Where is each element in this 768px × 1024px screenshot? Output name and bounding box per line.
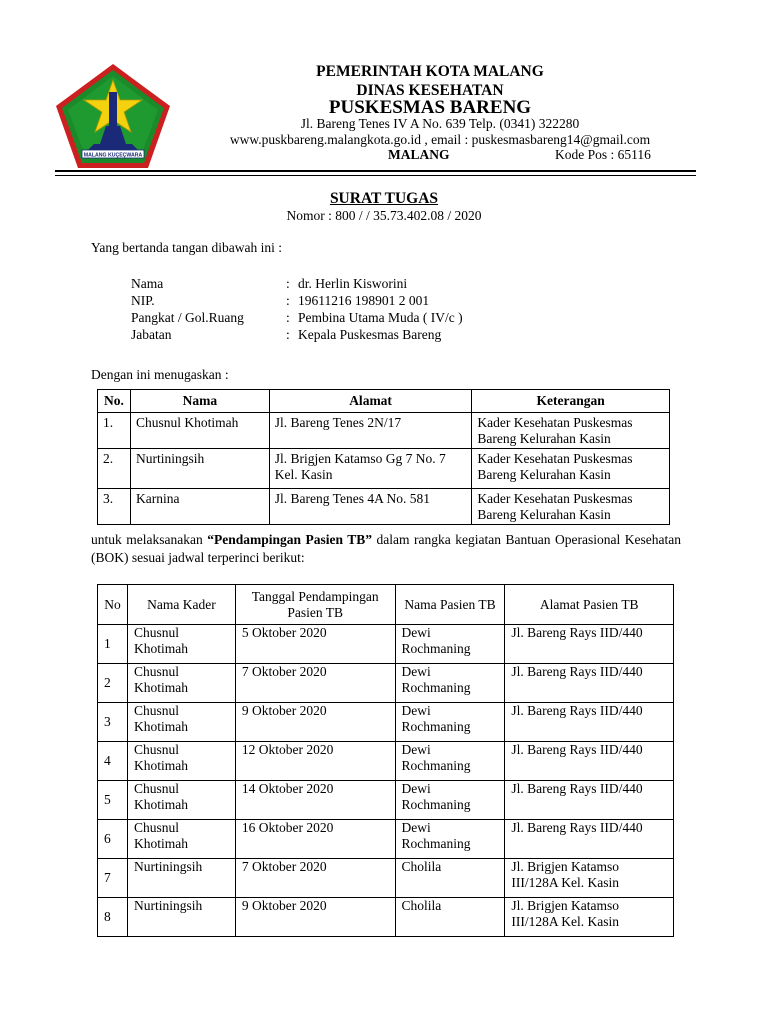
table-cell: Chusnul Khotimah: [127, 742, 235, 781]
assign-text: Dengan ini menugaskan :: [91, 367, 229, 382]
column-header: No.: [98, 390, 131, 413]
column-header: No: [98, 585, 128, 625]
table-row: [98, 820, 674, 859]
table-cell: Chusnul Khotimah: [127, 703, 235, 742]
table-cell: Jl. Bareng Tenes 2N/17: [269, 413, 472, 449]
table-cell: Dewi Rochmaning: [395, 625, 505, 664]
table-cell: 7 Oktober 2020: [235, 664, 395, 703]
table-row: [98, 625, 674, 664]
table-cell: Kader Kesehatan Puskesmas Bareng Kelurahan Kasin: [472, 489, 670, 525]
table-cell: 7: [98, 859, 128, 898]
signer-position-label: Jabatan: [131, 327, 172, 342]
table-cell: Jl. Bareng Rays IID/440: [505, 820, 674, 859]
header-puskesmas: PUSKESMAS BARENG: [328, 97, 532, 118]
header-web-email: www.puskbareng.malangkota.go.id , email : puskesmasbareng14@gmail.com: [229, 132, 651, 147]
table-cell: Chusnul Khotimah: [127, 781, 235, 820]
table-cell: 12 Oktober 2020: [235, 742, 395, 781]
table-cell: Chusnul Khotimah: [127, 820, 235, 859]
column-header: Nama Kader: [127, 585, 235, 625]
table-cell: 2: [98, 664, 128, 703]
header-divider-thick: [55, 170, 696, 172]
table-cell: Dewi Rochmaning: [395, 820, 505, 859]
table-cell: Cholila: [395, 859, 505, 898]
table-cell: Kader Kesehatan Puskesmas Bareng Kelurahan Kasin: [472, 449, 670, 489]
table-cell: Nurtiningsih: [127, 859, 235, 898]
table-cell: 1.: [98, 413, 131, 449]
table-row: [98, 703, 674, 742]
table-row: [98, 742, 674, 781]
table-cell: Dewi Rochmaning: [395, 703, 505, 742]
table-cell: Jl. Brigjen Katamso III/128A Kel. Kasin: [505, 859, 674, 898]
table-cell: Dewi Rochmaning: [395, 664, 505, 703]
table-cell: 9 Oktober 2020: [235, 703, 395, 742]
malang-city-emblem-logo: [54, 62, 172, 170]
purpose-activity-name: “Pendampingan Pasien TB”: [207, 532, 373, 547]
table-row: [98, 489, 670, 525]
table-cell: Karnina: [130, 489, 269, 525]
colon: :: [286, 293, 290, 308]
table-cell: Chusnul Khotimah: [127, 625, 235, 664]
table-cell: 5 Oktober 2020: [235, 625, 395, 664]
header-divider-thin: [55, 175, 696, 176]
header-government: PEMERINTAH KOTA MALANG: [316, 63, 544, 80]
header-address: Jl. Bareng Tenes IV A No. 639 Telp. (0341) 322280: [300, 116, 580, 131]
table-cell: Nurtiningsih: [130, 449, 269, 489]
document-number: Nomor : 800 / / 35.73.402.08 / 2020: [286, 208, 482, 223]
column-header: Alamat Pasien TB: [505, 585, 674, 625]
signer-rank-label: Pangkat / Gol.Ruang: [131, 310, 244, 325]
table-row: [98, 859, 674, 898]
table-cell: Chusnul Khotimah: [127, 664, 235, 703]
table-cell: Jl. Bareng Rays IID/440: [505, 781, 674, 820]
table-row: [98, 664, 674, 703]
colon: :: [286, 310, 290, 325]
signer-rank: Pembina Utama Muda ( IV/c ): [298, 310, 463, 325]
svg-text:MALANG KUÇEÇWARA: MALANG KUÇEÇWARA: [83, 152, 143, 159]
table-cell: Jl. Bareng Rays IID/440: [505, 742, 674, 781]
table-cell: Jl. Bareng Rays IID/440: [505, 625, 674, 664]
table-cell: 1: [98, 625, 128, 664]
table-cell: 5: [98, 781, 128, 820]
signer-nip-label: NIP.: [131, 293, 155, 308]
table-cell: 7 Oktober 2020: [235, 859, 395, 898]
header-department: DINAS KESEHATAN: [356, 82, 504, 99]
table-cell: 3.: [98, 489, 131, 525]
table-cell: 14 Oktober 2020: [235, 781, 395, 820]
signer-name-label: Nama: [131, 276, 164, 291]
table-cell: Jl. Bareng Rays IID/440: [505, 703, 674, 742]
table-cell: Jl. Brigjen Katamso III/128A Kel. Kasin: [505, 898, 674, 937]
column-header: Keterangan: [472, 390, 670, 413]
table-row: [98, 781, 674, 820]
table-cell: Kader Kesehatan Puskesmas Bareng Kelurahan Kasin: [472, 413, 670, 449]
purpose-paragraph: [91, 531, 681, 567]
table-header-row: [98, 390, 670, 413]
column-header: Alamat: [269, 390, 472, 413]
colon: :: [286, 276, 290, 291]
table-cell: 8: [98, 898, 128, 937]
table-cell: 6: [98, 820, 128, 859]
table-cell: Nurtiningsih: [127, 898, 235, 937]
table-cell: Jl. Brigjen Katamso Gg 7 No. 7 Kel. Kasin: [269, 449, 472, 489]
table-cell: 16 Oktober 2020: [235, 820, 395, 859]
assignee-table: [97, 389, 670, 525]
table-row: [98, 898, 674, 937]
intro-text: Yang bertanda tangan dibawah ini :: [91, 240, 282, 255]
column-header: Nama: [130, 390, 269, 413]
table-cell: 4: [98, 742, 128, 781]
table-cell: 3: [98, 703, 128, 742]
signer-nip: 19611216 198901 2 001: [298, 293, 430, 308]
table-cell: Dewi Rochmaning: [395, 781, 505, 820]
header-postcode: Kode Pos : 65116: [555, 147, 651, 162]
table-header-row: [98, 585, 674, 625]
signer-position: Kepala Puskesmas Bareng: [298, 327, 442, 342]
table-cell: Chusnul Khotimah: [130, 413, 269, 449]
colon: :: [286, 327, 290, 342]
table-row: [98, 449, 670, 489]
table-cell: Dewi Rochmaning: [395, 742, 505, 781]
column-header: Nama Pasien TB: [395, 585, 505, 625]
document-title: SURAT TUGAS: [329, 190, 439, 207]
signer-name: dr. Herlin Kisworini: [298, 276, 408, 291]
table-cell: 2.: [98, 449, 131, 489]
table-cell: Cholila: [395, 898, 505, 937]
table-cell: Jl. Bareng Tenes 4A No. 581: [269, 489, 472, 525]
table-cell: Jl. Bareng Rays IID/440: [505, 664, 674, 703]
purpose-text-pre: untuk melaksanakan: [91, 532, 208, 547]
table-cell: 9 Oktober 2020: [235, 898, 395, 937]
table-row: [98, 413, 670, 449]
schedule-table: [97, 584, 674, 937]
column-header: Tanggal Pendampingan Pasien TB: [235, 585, 395, 625]
purpose-text-post: dalam rangka kegiatan Bantuan Operasional Kesehatan (BOK) sesuai jadwal terperinci berikut:: [91, 532, 681, 565]
header-city: MALANG: [388, 147, 450, 162]
